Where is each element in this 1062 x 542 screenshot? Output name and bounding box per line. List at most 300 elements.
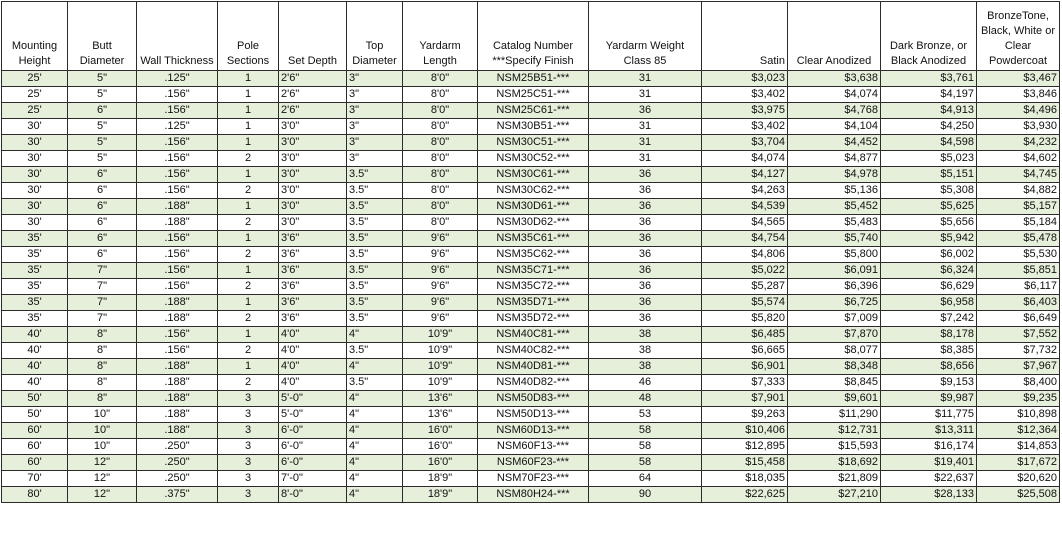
top-diameter-cell: 3.5" bbox=[347, 295, 403, 311]
powdercoat-price-cell: $5,851 bbox=[977, 263, 1060, 279]
yardarm-length-cell: 8'0" bbox=[403, 135, 478, 151]
clear-anodized-price-cell: $4,877 bbox=[788, 151, 881, 167]
pole-sections-cell: 3 bbox=[218, 471, 279, 487]
catalog-number-cell: NSM35C72-*** bbox=[478, 279, 589, 295]
yardarm-weight-cell: 36 bbox=[589, 199, 702, 215]
mounting-height-cell: 40' bbox=[2, 327, 68, 343]
powdercoat-price-cell: $4,496 bbox=[977, 103, 1060, 119]
clear-anodized-price-cell: $4,978 bbox=[788, 167, 881, 183]
butt-diameter-cell: 12" bbox=[68, 471, 137, 487]
top-diameter-cell: 4" bbox=[347, 391, 403, 407]
mounting-height-cell: 30' bbox=[2, 135, 68, 151]
yardarm-weight-cell: 36 bbox=[589, 263, 702, 279]
top-diameter-cell: 3.5" bbox=[347, 375, 403, 391]
set-depth-cell: 3'6" bbox=[279, 263, 347, 279]
clear-anodized-price-cell: $8,077 bbox=[788, 343, 881, 359]
wall-thickness-cell: .188" bbox=[137, 215, 218, 231]
header-top-diameter: Top Diameter bbox=[347, 2, 403, 71]
catalog-number-cell: NSM50D83-*** bbox=[478, 391, 589, 407]
clear-anodized-price-cell: $12,731 bbox=[788, 423, 881, 439]
set-depth-cell: 3'6" bbox=[279, 279, 347, 295]
powdercoat-price-cell: $3,846 bbox=[977, 87, 1060, 103]
catalog-number-cell: NSM60F13-*** bbox=[478, 439, 589, 455]
yardarm-weight-cell: 90 bbox=[589, 487, 702, 503]
yardarm-weight-cell: 58 bbox=[589, 439, 702, 455]
top-diameter-cell: 3" bbox=[347, 87, 403, 103]
powdercoat-price-cell: $6,649 bbox=[977, 311, 1060, 327]
powdercoat-price-cell: $5,478 bbox=[977, 231, 1060, 247]
table-row bbox=[2, 375, 1060, 391]
header-mounting-height: Mounting Height bbox=[2, 2, 68, 71]
dark-bronze-price-cell: $9,153 bbox=[881, 375, 977, 391]
top-diameter-cell: 4" bbox=[347, 407, 403, 423]
clear-anodized-price-cell: $4,104 bbox=[788, 119, 881, 135]
dark-bronze-price-cell: $6,324 bbox=[881, 263, 977, 279]
mounting-height-cell: 60' bbox=[2, 439, 68, 455]
wall-thickness-cell: .125" bbox=[137, 71, 218, 87]
clear-anodized-price-cell: $3,638 bbox=[788, 71, 881, 87]
pole-sections-cell: 3 bbox=[218, 455, 279, 471]
set-depth-cell: 3'0" bbox=[279, 167, 347, 183]
top-diameter-cell: 3" bbox=[347, 103, 403, 119]
wall-thickness-cell: .156" bbox=[137, 167, 218, 183]
pole-sections-cell: 1 bbox=[218, 199, 279, 215]
butt-diameter-cell: 12" bbox=[68, 487, 137, 503]
wall-thickness-cell: .156" bbox=[137, 327, 218, 343]
yardarm-weight-cell: 36 bbox=[589, 167, 702, 183]
dark-bronze-price-cell: $19,401 bbox=[881, 455, 977, 471]
mounting-height-cell: 50' bbox=[2, 407, 68, 423]
header-pole-sections: Pole Sections bbox=[218, 2, 279, 71]
dark-bronze-price-cell: $4,250 bbox=[881, 119, 977, 135]
catalog-number-cell: NSM25B51-*** bbox=[478, 71, 589, 87]
satin-price-cell: $5,022 bbox=[702, 263, 788, 279]
satin-price-cell: $7,333 bbox=[702, 375, 788, 391]
top-diameter-cell: 4" bbox=[347, 471, 403, 487]
clear-anodized-price-cell: $27,210 bbox=[788, 487, 881, 503]
powdercoat-price-cell: $14,853 bbox=[977, 439, 1060, 455]
wall-thickness-cell: .188" bbox=[137, 359, 218, 375]
wall-thickness-cell: .156" bbox=[137, 103, 218, 119]
clear-anodized-price-cell: $7,870 bbox=[788, 327, 881, 343]
butt-diameter-cell: 8" bbox=[68, 343, 137, 359]
powdercoat-price-cell: $6,117 bbox=[977, 279, 1060, 295]
set-depth-cell: 4'0" bbox=[279, 359, 347, 375]
dark-bronze-price-cell: $4,598 bbox=[881, 135, 977, 151]
wall-thickness-cell: .250" bbox=[137, 455, 218, 471]
yardarm-weight-cell: 36 bbox=[589, 183, 702, 199]
top-diameter-cell: 3.5" bbox=[347, 231, 403, 247]
catalog-number-cell: NSM25C61-*** bbox=[478, 103, 589, 119]
header-catalog-number: Catalog Number ***Specify Finish bbox=[478, 2, 589, 71]
yardarm-weight-cell: 36 bbox=[589, 295, 702, 311]
yardarm-length-cell: 9'6" bbox=[403, 295, 478, 311]
header-yardarm-weight: Yardarm Weight Class 85 bbox=[589, 2, 702, 71]
table-row bbox=[2, 215, 1060, 231]
set-depth-cell: 6'-0" bbox=[279, 423, 347, 439]
yardarm-length-cell: 8'0" bbox=[403, 199, 478, 215]
butt-diameter-cell: 6" bbox=[68, 231, 137, 247]
top-diameter-cell: 3.5" bbox=[347, 263, 403, 279]
butt-diameter-cell: 6" bbox=[68, 199, 137, 215]
pole-sections-cell: 1 bbox=[218, 119, 279, 135]
powdercoat-price-cell: $4,882 bbox=[977, 183, 1060, 199]
mounting-height-cell: 30' bbox=[2, 215, 68, 231]
clear-anodized-price-cell: $6,725 bbox=[788, 295, 881, 311]
dark-bronze-price-cell: $6,629 bbox=[881, 279, 977, 295]
butt-diameter-cell: 10" bbox=[68, 439, 137, 455]
header-wall-thickness: Wall Thickness bbox=[137, 2, 218, 71]
wall-thickness-cell: .156" bbox=[137, 135, 218, 151]
powdercoat-price-cell: $6,403 bbox=[977, 295, 1060, 311]
wall-thickness-cell: .188" bbox=[137, 391, 218, 407]
powdercoat-price-cell: $5,530 bbox=[977, 247, 1060, 263]
butt-diameter-cell: 6" bbox=[68, 167, 137, 183]
catalog-number-cell: NSM35C71-*** bbox=[478, 263, 589, 279]
yardarm-length-cell: 16'0" bbox=[403, 455, 478, 471]
yardarm-weight-cell: 31 bbox=[589, 119, 702, 135]
dark-bronze-price-cell: $28,133 bbox=[881, 487, 977, 503]
set-depth-cell: 3'6" bbox=[279, 231, 347, 247]
butt-diameter-cell: 7" bbox=[68, 263, 137, 279]
pole-sections-cell: 1 bbox=[218, 167, 279, 183]
top-diameter-cell: 3" bbox=[347, 151, 403, 167]
yardarm-length-cell: 13'6" bbox=[403, 391, 478, 407]
satin-price-cell: $12,895 bbox=[702, 439, 788, 455]
pole-sections-cell: 1 bbox=[218, 135, 279, 151]
set-depth-cell: 3'6" bbox=[279, 295, 347, 311]
catalog-number-cell: NSM30C61-*** bbox=[478, 167, 589, 183]
wall-thickness-cell: .188" bbox=[137, 423, 218, 439]
pole-sections-cell: 3 bbox=[218, 407, 279, 423]
powdercoat-price-cell: $4,745 bbox=[977, 167, 1060, 183]
yardarm-length-cell: 9'6" bbox=[403, 231, 478, 247]
pole-sections-cell: 2 bbox=[218, 183, 279, 199]
mounting-height-cell: 60' bbox=[2, 455, 68, 471]
yardarm-length-cell: 8'0" bbox=[403, 183, 478, 199]
powdercoat-price-cell: $9,235 bbox=[977, 391, 1060, 407]
wall-thickness-cell: .156" bbox=[137, 263, 218, 279]
pole-sections-cell: 2 bbox=[218, 311, 279, 327]
dark-bronze-price-cell: $8,385 bbox=[881, 343, 977, 359]
yardarm-weight-cell: 58 bbox=[589, 455, 702, 471]
mounting-height-cell: 30' bbox=[2, 183, 68, 199]
catalog-number-cell: NSM35C62-*** bbox=[478, 247, 589, 263]
satin-price-cell: $3,023 bbox=[702, 71, 788, 87]
header-set-depth: Set Depth bbox=[279, 2, 347, 71]
clear-anodized-price-cell: $8,845 bbox=[788, 375, 881, 391]
mounting-height-cell: 60' bbox=[2, 423, 68, 439]
set-depth-cell: 3'0" bbox=[279, 119, 347, 135]
header-dark-bronze: Dark Bronze, or Black Anodized bbox=[881, 2, 977, 71]
dark-bronze-price-cell: $5,625 bbox=[881, 199, 977, 215]
dark-bronze-price-cell: $3,761 bbox=[881, 71, 977, 87]
set-depth-cell: 3'0" bbox=[279, 183, 347, 199]
dark-bronze-price-cell: $5,151 bbox=[881, 167, 977, 183]
yardarm-length-cell: 8'0" bbox=[403, 87, 478, 103]
mounting-height-cell: 30' bbox=[2, 151, 68, 167]
satin-price-cell: $3,402 bbox=[702, 119, 788, 135]
yardarm-length-cell: 8'0" bbox=[403, 119, 478, 135]
catalog-number-cell: NSM35C61-*** bbox=[478, 231, 589, 247]
clear-anodized-price-cell: $7,009 bbox=[788, 311, 881, 327]
powdercoat-price-cell: $4,602 bbox=[977, 151, 1060, 167]
table-row bbox=[2, 183, 1060, 199]
wall-thickness-cell: .156" bbox=[137, 183, 218, 199]
pole-sections-cell: 2 bbox=[218, 375, 279, 391]
powdercoat-price-cell: $8,400 bbox=[977, 375, 1060, 391]
set-depth-cell: 6'-0" bbox=[279, 439, 347, 455]
table-row bbox=[2, 247, 1060, 263]
powdercoat-price-cell: $12,364 bbox=[977, 423, 1060, 439]
clear-anodized-price-cell: $6,091 bbox=[788, 263, 881, 279]
clear-anodized-price-cell: $5,483 bbox=[788, 215, 881, 231]
header-butt-diameter: Butt Diameter bbox=[68, 2, 137, 71]
wall-thickness-cell: .188" bbox=[137, 295, 218, 311]
powdercoat-price-cell: $5,157 bbox=[977, 199, 1060, 215]
butt-diameter-cell: 5" bbox=[68, 71, 137, 87]
dark-bronze-price-cell: $5,656 bbox=[881, 215, 977, 231]
pole-sections-cell: 2 bbox=[218, 279, 279, 295]
catalog-number-cell: NSM50D13-*** bbox=[478, 407, 589, 423]
wall-thickness-cell: .125" bbox=[137, 119, 218, 135]
butt-diameter-cell: 6" bbox=[68, 215, 137, 231]
dark-bronze-price-cell: $11,775 bbox=[881, 407, 977, 423]
satin-price-cell: $18,035 bbox=[702, 471, 788, 487]
yardarm-weight-cell: 36 bbox=[589, 215, 702, 231]
satin-price-cell: $4,074 bbox=[702, 151, 788, 167]
yardarm-length-cell: 13'6" bbox=[403, 407, 478, 423]
catalog-number-cell: NSM70F23-*** bbox=[478, 471, 589, 487]
catalog-number-cell: NSM30C51-*** bbox=[478, 135, 589, 151]
pole-sections-cell: 3 bbox=[218, 439, 279, 455]
header-row bbox=[2, 2, 1060, 71]
butt-diameter-cell: 6" bbox=[68, 247, 137, 263]
set-depth-cell: 2'6" bbox=[279, 103, 347, 119]
top-diameter-cell: 4" bbox=[347, 423, 403, 439]
pole-sections-cell: 1 bbox=[218, 103, 279, 119]
table-row bbox=[2, 407, 1060, 423]
mounting-height-cell: 35' bbox=[2, 295, 68, 311]
powdercoat-price-cell: $3,930 bbox=[977, 119, 1060, 135]
dark-bronze-price-cell: $4,913 bbox=[881, 103, 977, 119]
satin-price-cell: $5,287 bbox=[702, 279, 788, 295]
mounting-height-cell: 70' bbox=[2, 471, 68, 487]
clear-anodized-price-cell: $8,348 bbox=[788, 359, 881, 375]
catalog-number-cell: NSM35D71-*** bbox=[478, 295, 589, 311]
table-row bbox=[2, 359, 1060, 375]
dark-bronze-price-cell: $4,197 bbox=[881, 87, 977, 103]
set-depth-cell: 5'-0" bbox=[279, 391, 347, 407]
satin-price-cell: $4,539 bbox=[702, 199, 788, 215]
clear-anodized-price-cell: $5,800 bbox=[788, 247, 881, 263]
pole-sections-cell: 1 bbox=[218, 263, 279, 279]
top-diameter-cell: 4" bbox=[347, 327, 403, 343]
table-row bbox=[2, 279, 1060, 295]
table-row bbox=[2, 119, 1060, 135]
wall-thickness-cell: .156" bbox=[137, 343, 218, 359]
powdercoat-price-cell: $20,620 bbox=[977, 471, 1060, 487]
table-row bbox=[2, 471, 1060, 487]
clear-anodized-price-cell: $11,290 bbox=[788, 407, 881, 423]
mounting-height-cell: 35' bbox=[2, 279, 68, 295]
pole-sections-cell: 2 bbox=[218, 343, 279, 359]
wall-thickness-cell: .250" bbox=[137, 439, 218, 455]
table-row bbox=[2, 71, 1060, 87]
catalog-number-cell: NSM30B51-*** bbox=[478, 119, 589, 135]
yardarm-length-cell: 8'0" bbox=[403, 151, 478, 167]
wall-thickness-cell: .156" bbox=[137, 87, 218, 103]
top-diameter-cell: 3.5" bbox=[347, 279, 403, 295]
pole-sections-cell: 1 bbox=[218, 327, 279, 343]
catalog-number-cell: NSM80H24-*** bbox=[478, 487, 589, 503]
butt-diameter-cell: 10" bbox=[68, 407, 137, 423]
set-depth-cell: 4'0" bbox=[279, 343, 347, 359]
mounting-height-cell: 35' bbox=[2, 311, 68, 327]
catalog-number-cell: NSM40C81-*** bbox=[478, 327, 589, 343]
dark-bronze-price-cell: $6,958 bbox=[881, 295, 977, 311]
yardarm-length-cell: 18'9" bbox=[403, 471, 478, 487]
yardarm-length-cell: 9'6" bbox=[403, 311, 478, 327]
clear-anodized-price-cell: $4,452 bbox=[788, 135, 881, 151]
set-depth-cell: 4'0" bbox=[279, 327, 347, 343]
pole-sections-cell: 2 bbox=[218, 151, 279, 167]
table-row bbox=[2, 391, 1060, 407]
top-diameter-cell: 3" bbox=[347, 119, 403, 135]
yardarm-length-cell: 10'9" bbox=[403, 375, 478, 391]
clear-anodized-price-cell: $18,692 bbox=[788, 455, 881, 471]
top-diameter-cell: 4" bbox=[347, 487, 403, 503]
satin-price-cell: $6,485 bbox=[702, 327, 788, 343]
clear-anodized-price-cell: $9,601 bbox=[788, 391, 881, 407]
catalog-number-cell: NSM30C52-*** bbox=[478, 151, 589, 167]
table-row bbox=[2, 487, 1060, 503]
pole-sections-cell: 3 bbox=[218, 423, 279, 439]
mounting-height-cell: 30' bbox=[2, 119, 68, 135]
dark-bronze-price-cell: $13,311 bbox=[881, 423, 977, 439]
table-row bbox=[2, 439, 1060, 455]
mounting-height-cell: 25' bbox=[2, 87, 68, 103]
butt-diameter-cell: 7" bbox=[68, 295, 137, 311]
mounting-height-cell: 40' bbox=[2, 343, 68, 359]
mounting-height-cell: 80' bbox=[2, 487, 68, 503]
satin-price-cell: $6,901 bbox=[702, 359, 788, 375]
table-row bbox=[2, 199, 1060, 215]
butt-diameter-cell: 7" bbox=[68, 311, 137, 327]
mounting-height-cell: 40' bbox=[2, 359, 68, 375]
powdercoat-price-cell: $4,232 bbox=[977, 135, 1060, 151]
catalog-number-cell: NSM40D82-*** bbox=[478, 375, 589, 391]
wall-thickness-cell: .156" bbox=[137, 231, 218, 247]
yardarm-length-cell: 16'0" bbox=[403, 423, 478, 439]
set-depth-cell: 3'0" bbox=[279, 151, 347, 167]
set-depth-cell: 6'-0" bbox=[279, 455, 347, 471]
satin-price-cell: $22,625 bbox=[702, 487, 788, 503]
satin-price-cell: $5,574 bbox=[702, 295, 788, 311]
top-diameter-cell: 3.5" bbox=[347, 199, 403, 215]
powdercoat-price-cell: $17,672 bbox=[977, 455, 1060, 471]
top-diameter-cell: 3.5" bbox=[347, 247, 403, 263]
catalog-number-cell: NSM60F23-*** bbox=[478, 455, 589, 471]
yardarm-length-cell: 8'0" bbox=[403, 103, 478, 119]
yardarm-weight-cell: 46 bbox=[589, 375, 702, 391]
butt-diameter-cell: 10" bbox=[68, 423, 137, 439]
yardarm-length-cell: 8'0" bbox=[403, 167, 478, 183]
clear-anodized-price-cell: $5,740 bbox=[788, 231, 881, 247]
table-row bbox=[2, 295, 1060, 311]
set-depth-cell: 4'0" bbox=[279, 375, 347, 391]
yardarm-weight-cell: 36 bbox=[589, 279, 702, 295]
set-depth-cell: 2'6" bbox=[279, 87, 347, 103]
pole-sections-cell: 1 bbox=[218, 295, 279, 311]
yardarm-weight-cell: 53 bbox=[589, 407, 702, 423]
yardarm-weight-cell: 64 bbox=[589, 471, 702, 487]
top-diameter-cell: 3.5" bbox=[347, 311, 403, 327]
top-diameter-cell: 3.5" bbox=[347, 183, 403, 199]
yardarm-weight-cell: 38 bbox=[589, 359, 702, 375]
satin-price-cell: $10,406 bbox=[702, 423, 788, 439]
yardarm-weight-cell: 38 bbox=[589, 343, 702, 359]
wall-thickness-cell: .188" bbox=[137, 407, 218, 423]
butt-diameter-cell: 8" bbox=[68, 327, 137, 343]
satin-price-cell: $4,263 bbox=[702, 183, 788, 199]
top-diameter-cell: 3" bbox=[347, 135, 403, 151]
top-diameter-cell: 4" bbox=[347, 359, 403, 375]
set-depth-cell: 3'0" bbox=[279, 199, 347, 215]
powdercoat-price-cell: $7,552 bbox=[977, 327, 1060, 343]
table-row bbox=[2, 311, 1060, 327]
powdercoat-price-cell: $10,898 bbox=[977, 407, 1060, 423]
catalog-number-cell: NSM40C82-*** bbox=[478, 343, 589, 359]
yardarm-weight-cell: 36 bbox=[589, 311, 702, 327]
yardarm-weight-cell: 31 bbox=[589, 151, 702, 167]
pole-sections-cell: 3 bbox=[218, 487, 279, 503]
header-powdercoat: BronzeTone, Black, White or Clear Powdercoat bbox=[977, 2, 1060, 71]
dark-bronze-price-cell: $9,987 bbox=[881, 391, 977, 407]
table-row bbox=[2, 167, 1060, 183]
powdercoat-price-cell: $25,508 bbox=[977, 487, 1060, 503]
mounting-height-cell: 30' bbox=[2, 199, 68, 215]
yardarm-weight-cell: 36 bbox=[589, 247, 702, 263]
butt-diameter-cell: 6" bbox=[68, 103, 137, 119]
table-row bbox=[2, 135, 1060, 151]
dark-bronze-price-cell: $7,242 bbox=[881, 311, 977, 327]
powdercoat-price-cell: $3,467 bbox=[977, 71, 1060, 87]
yardarm-weight-cell: 36 bbox=[589, 231, 702, 247]
yardarm-length-cell: 18'9" bbox=[403, 487, 478, 503]
mounting-height-cell: 25' bbox=[2, 103, 68, 119]
set-depth-cell: 8'-0" bbox=[279, 487, 347, 503]
powdercoat-price-cell: $7,967 bbox=[977, 359, 1060, 375]
header-satin: Satin bbox=[702, 2, 788, 71]
mounting-height-cell: 25' bbox=[2, 71, 68, 87]
satin-price-cell: $3,402 bbox=[702, 87, 788, 103]
table-row bbox=[2, 343, 1060, 359]
butt-diameter-cell: 12" bbox=[68, 455, 137, 471]
pole-sections-cell: 1 bbox=[218, 71, 279, 87]
dark-bronze-price-cell: $6,002 bbox=[881, 247, 977, 263]
yardarm-length-cell: 9'6" bbox=[403, 279, 478, 295]
catalog-number-cell: NSM25C51-*** bbox=[478, 87, 589, 103]
butt-diameter-cell: 7" bbox=[68, 279, 137, 295]
mounting-height-cell: 40' bbox=[2, 375, 68, 391]
satin-price-cell: $4,565 bbox=[702, 215, 788, 231]
yardarm-length-cell: 9'6" bbox=[403, 247, 478, 263]
table-body bbox=[2, 71, 1060, 503]
dark-bronze-price-cell: $8,656 bbox=[881, 359, 977, 375]
catalog-number-cell: NSM30D61-*** bbox=[478, 199, 589, 215]
set-depth-cell: 3'0" bbox=[279, 215, 347, 231]
